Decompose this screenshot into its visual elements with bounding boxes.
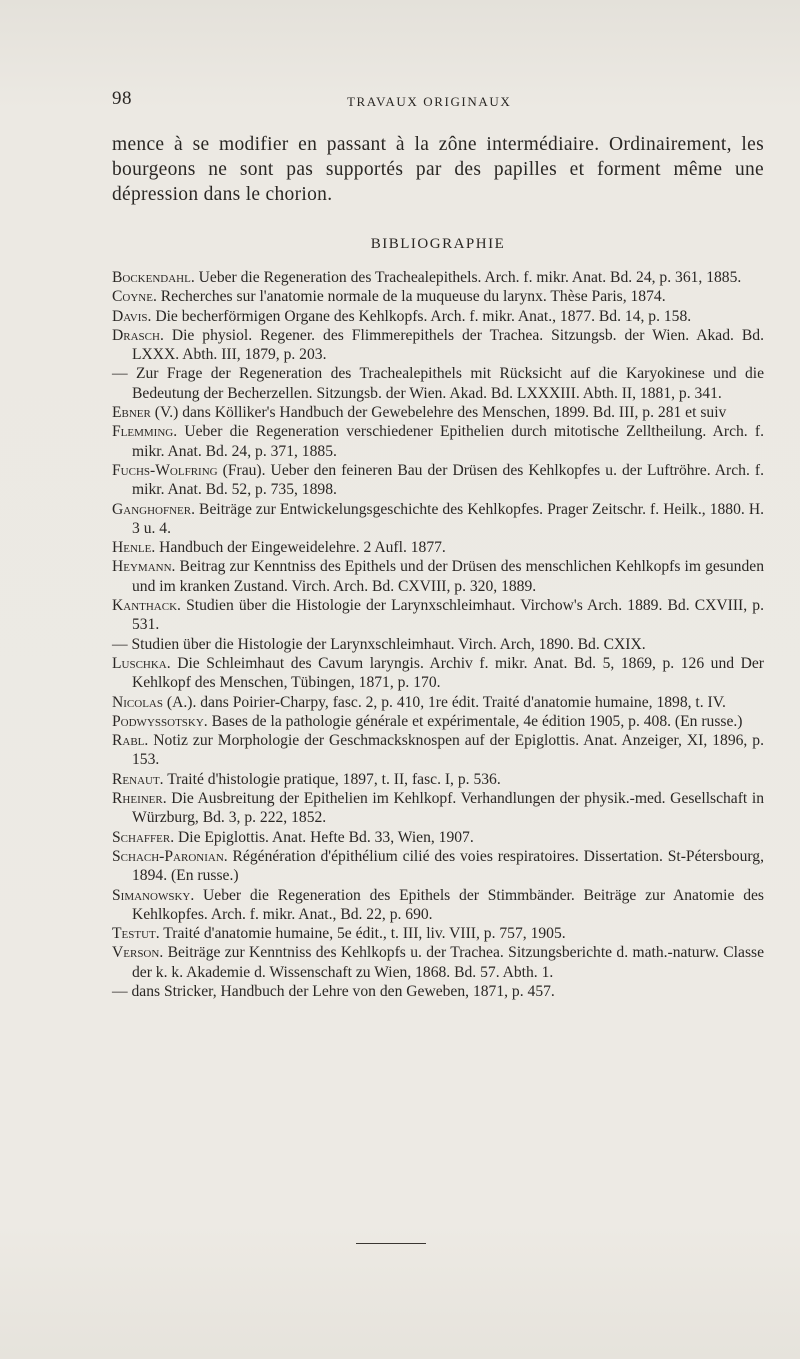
page-number: 98 bbox=[112, 88, 132, 109]
author-name: Davis. bbox=[112, 307, 152, 325]
bibliography-entry bbox=[112, 943, 764, 982]
bibliography-heading: BIBLIOGRAPHIE bbox=[370, 236, 506, 252]
bibliography-entry bbox=[112, 828, 764, 847]
reference-text: Beiträge zur Entwickelungsgeschichte des Kehlkopfes. Prager Zeitschr. f. Heilk., 1880. H. 3 u. 4. bbox=[132, 500, 764, 537]
bibliography-entry bbox=[112, 924, 764, 943]
reference-text: Die becherförmigen Organe des Kehlkopfs. Arch. f. mikr. Anat., 1877. Bd. 14, p. 158. bbox=[151, 307, 692, 325]
author-name: Fuchs-Wolfring bbox=[112, 461, 218, 479]
bibliography-entry bbox=[112, 596, 764, 635]
reference-text: — Zur Frage der Regeneration des Trachealepithels mit Rücksicht auf die Karyokinese und die Bedeutung der Becherzellen. Sitzungsb. der Wien. Akad. Bd. LXXXIII. Abth. II, 1881, p. 341. bbox=[112, 365, 764, 402]
author-name: Schach-Paronian. bbox=[112, 847, 228, 865]
author-name: Rabl. bbox=[112, 732, 149, 750]
reference-text: Recherches sur l'anatomie normale de la muqueuse du larynx. Thèse Paris, 1874. bbox=[156, 288, 666, 306]
body-paragraph bbox=[112, 132, 764, 207]
bibliography-list bbox=[112, 268, 764, 1001]
reference-text: Handbuch der Eingeweidelehre. 2 Aufl. 1877. bbox=[155, 539, 446, 557]
paragraph-text: mence à se modifier en passant à la zône intermédiaire. Ordinairement, les bourgeons ne sont pas supportés par des papilles et forment même une dépression dans le chorion. bbox=[112, 134, 764, 205]
bibliography-entry bbox=[112, 500, 764, 539]
bibliography-entry bbox=[112, 422, 764, 461]
footer-rule bbox=[356, 1243, 426, 1244]
bibliography-entry bbox=[112, 557, 764, 596]
author-name: Renaut. bbox=[112, 770, 164, 788]
running-head: TRAVAUX ORIGINAUX bbox=[347, 94, 512, 109]
bibliography-entry bbox=[112, 693, 764, 712]
reference-text: Ueber die Regeneration verschiedener Epithelien durch mitotische Zelltheilung. Arch. f. mikr. Anat. Bd. 24, p. 371, 1885. bbox=[132, 423, 764, 460]
reference-text: — dans Stricker, Handbuch der Lehre von den Geweben, 1871, p. 457. bbox=[112, 982, 555, 1000]
bibliography-entry bbox=[112, 731, 764, 770]
reference-text: Ueber die Regeneration des Trachealepithels. Arch. f. mikr. Anat. Bd. 24, p. 361, 1885. bbox=[194, 269, 742, 286]
bibliography-entry bbox=[112, 287, 764, 306]
bibliography-entry bbox=[112, 364, 764, 403]
bibliography-entry bbox=[112, 403, 764, 422]
reference-text: Régénération d'épithélium cilié des voies respiratoires. Dissertation. St-Pétersbourg, 1894. (En russe.) bbox=[132, 847, 764, 885]
reference-text: Ueber die Regeneration des Epithels der Stimmbänder. Beiträge zur Anatomie des Kehlkopfes. Arch. f. mikr. Anat., Bd. 22, p. 690. bbox=[132, 886, 764, 923]
reference-text: Die physiol. Regener. des Flimmerepithels der Trachea. Sitzungsb. der Wien. Akad. Bd. LXXX. Abth. III, 1879, p. 203. bbox=[132, 326, 764, 364]
bibliography-entry bbox=[112, 847, 764, 886]
bibliography-entry bbox=[112, 307, 764, 326]
bibliography-entry bbox=[112, 538, 764, 557]
page-header bbox=[112, 88, 764, 114]
bibliography-entry bbox=[112, 789, 764, 828]
author-name: Kanthack. bbox=[112, 597, 181, 615]
bibliography-entry bbox=[112, 770, 764, 789]
author-name: Schaffer. bbox=[112, 828, 175, 846]
author-name: Rheiner. bbox=[112, 790, 167, 808]
author-name: Testut. bbox=[112, 925, 160, 943]
reference-text: Beiträge zur Kenntniss des Kehlkopfs u. der Trachea. Sitzungsberichte d. math.-naturw. Classe der k. k. Akademie d. Wissenschaft zu Wien, 1868. Bd. 57. Abth. 1. bbox=[132, 944, 764, 981]
author-name: Bockendahl. bbox=[112, 269, 195, 286]
bibliography-entry bbox=[112, 326, 764, 365]
author-name: Verson. bbox=[112, 944, 164, 962]
author-name: Podwyssotsky. bbox=[112, 712, 208, 730]
reference-text: Die Epiglottis. Anat. Hefte Bd. 33, Wien, 1907. bbox=[174, 828, 474, 846]
author-name: Drasch. bbox=[112, 326, 164, 344]
bibliography-entry bbox=[112, 886, 764, 925]
reference-text: Studien über die Histologie der Larynxschleimhaut. Virchow's Arch. 1889. Bd. CXVIII, p. 531. bbox=[132, 597, 764, 634]
reference-text: Beitrag zur Kenntniss des Epithels und der Drüsen des menschlichen Kehlkopfs im gesunden und im kranken Zustand. Virch. Arch. Bd. CXVIII, p. 320, 1889. bbox=[132, 558, 764, 595]
bibliography-entry bbox=[112, 461, 764, 500]
bibliography-entry bbox=[112, 982, 764, 1001]
reference-text: Bases de la pathologie générale et expérimentale, 4e édition 1905, p. 408. (En russe.) bbox=[207, 712, 743, 730]
author-name: Simanowsky. bbox=[112, 886, 195, 904]
bibliography-entry bbox=[112, 268, 764, 287]
author-name: Henle. bbox=[112, 539, 156, 557]
reference-text: Traité d'histologie pratique, 1897, t. II, fasc. I, p. 536. bbox=[163, 770, 501, 788]
reference-text: Traité d'anatomie humaine, 5e édit., t. III, liv. VIII, p. 757, 1905. bbox=[159, 925, 566, 943]
author-name: Nicolas bbox=[112, 693, 163, 711]
author-name: Ebner bbox=[112, 404, 151, 422]
author-name: Ganghofner. bbox=[112, 500, 195, 518]
author-name: Flemming. bbox=[112, 423, 178, 441]
author-name: Heymann. bbox=[112, 558, 176, 576]
bibliography-entry bbox=[112, 712, 764, 731]
reference-text: (V.) dans Kölliker's Handbuch der Gewebelehre des Menschen, 1899. Bd. III, p. 281 et suiv bbox=[150, 404, 727, 422]
reference-text: Die Ausbreitung der Epithelien im Kehlkopf. Verhandlungen der physik.-med. Gesellschaft in Würzburg, Bd. 3, p. 222, 1852. bbox=[132, 790, 764, 827]
reference-text: (Frau). Ueber den feineren Bau der Drüsen des Kehlkopfes u. der Luftröhre. Arch. f. mikr. Anat. Bd. 52, p. 735, 1898. bbox=[132, 461, 764, 499]
bibliography-entry bbox=[112, 654, 764, 693]
author-name: Luschka. bbox=[112, 654, 171, 672]
bibliography-entry bbox=[112, 635, 764, 654]
reference-text: — Studien über die Histologie der Larynxschleimhaut. Virch. Arch, 1890. Bd. CXIX. bbox=[112, 635, 646, 653]
reference-text: Die Schleimhaut des Cavum laryngis. Archiv f. mikr. Anat. Bd. 5, 1869, p. 126 und Der Kehlkopf des Menschen, Tübingen, 1871, p. 170. bbox=[132, 654, 764, 692]
reference-text: Notiz zur Morphologie der Geschmacksknospen auf der Epiglottis. Anat. Anzeiger, XI, 1896, p. 153. bbox=[132, 732, 764, 769]
author-name: Coyne. bbox=[112, 288, 157, 306]
reference-text: (A.). dans Poirier-Charpy, fasc. 2, p. 410, 1re édit. Traité d'anatomie humaine, 1898, t. IV. bbox=[163, 693, 726, 711]
